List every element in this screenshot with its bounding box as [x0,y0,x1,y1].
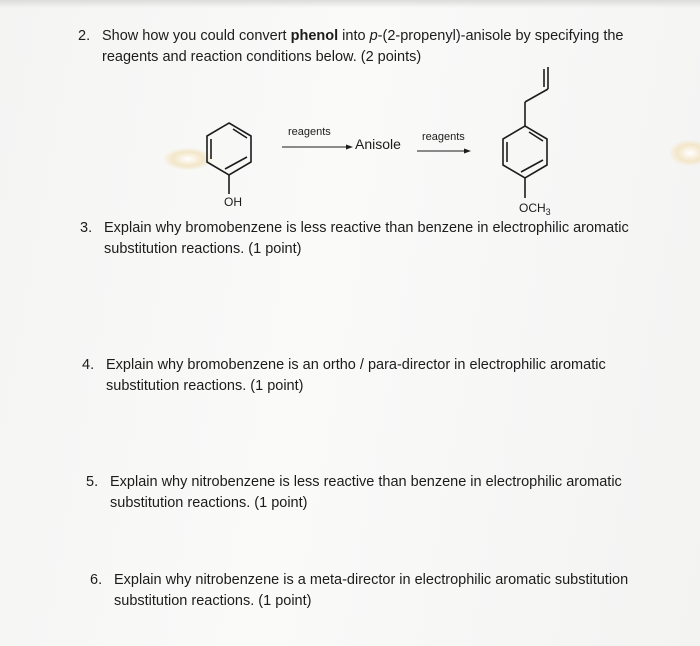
question-number: 4. [82,357,95,373]
question-number: 2. [78,28,91,44]
question-text: Explain why nitrobenzene is a meta-director in electrophilic aromatic substitution substitution reactions. (1 point) [114,572,629,609]
phenol-oh-label: OH [224,195,242,209]
anisole-label: Anisole [355,136,401,152]
question-number: 5. [86,474,99,490]
arrow2-reagents-label: reagents [422,131,465,143]
reaction-arrow-1 [282,145,353,150]
product-structure [503,67,548,198]
phenol-bold: phenol [290,28,339,44]
arrow1-reagents-label: reagents [288,126,331,138]
question-text: Show how you could convert phenol into p-(2-propenyl)-anisole by specifying the reagents and reaction conditions below. (2 points) [102,28,624,65]
question-number: 3. [80,220,93,236]
question-text: Explain why bromobenzene is an ortho / para-director in electrophilic aromatic substitution reactions. (1 point) [106,357,606,394]
reaction-arrow-2 [417,149,471,154]
question-text: Explain why bromobenzene is less reactive than benzene in electrophilic aromatic substitution reactions. (1 point) [104,220,629,257]
methoxy-label: $OCH_3$ [519,201,551,217]
para-italic: p [369,28,378,44]
question-text: Explain why nitrobenzene is less reactive than benzene in electrophilic aromatic substitution reactions. (1 point) [110,474,622,511]
question-number: 6. [90,572,103,588]
phenol-structure [207,123,251,194]
